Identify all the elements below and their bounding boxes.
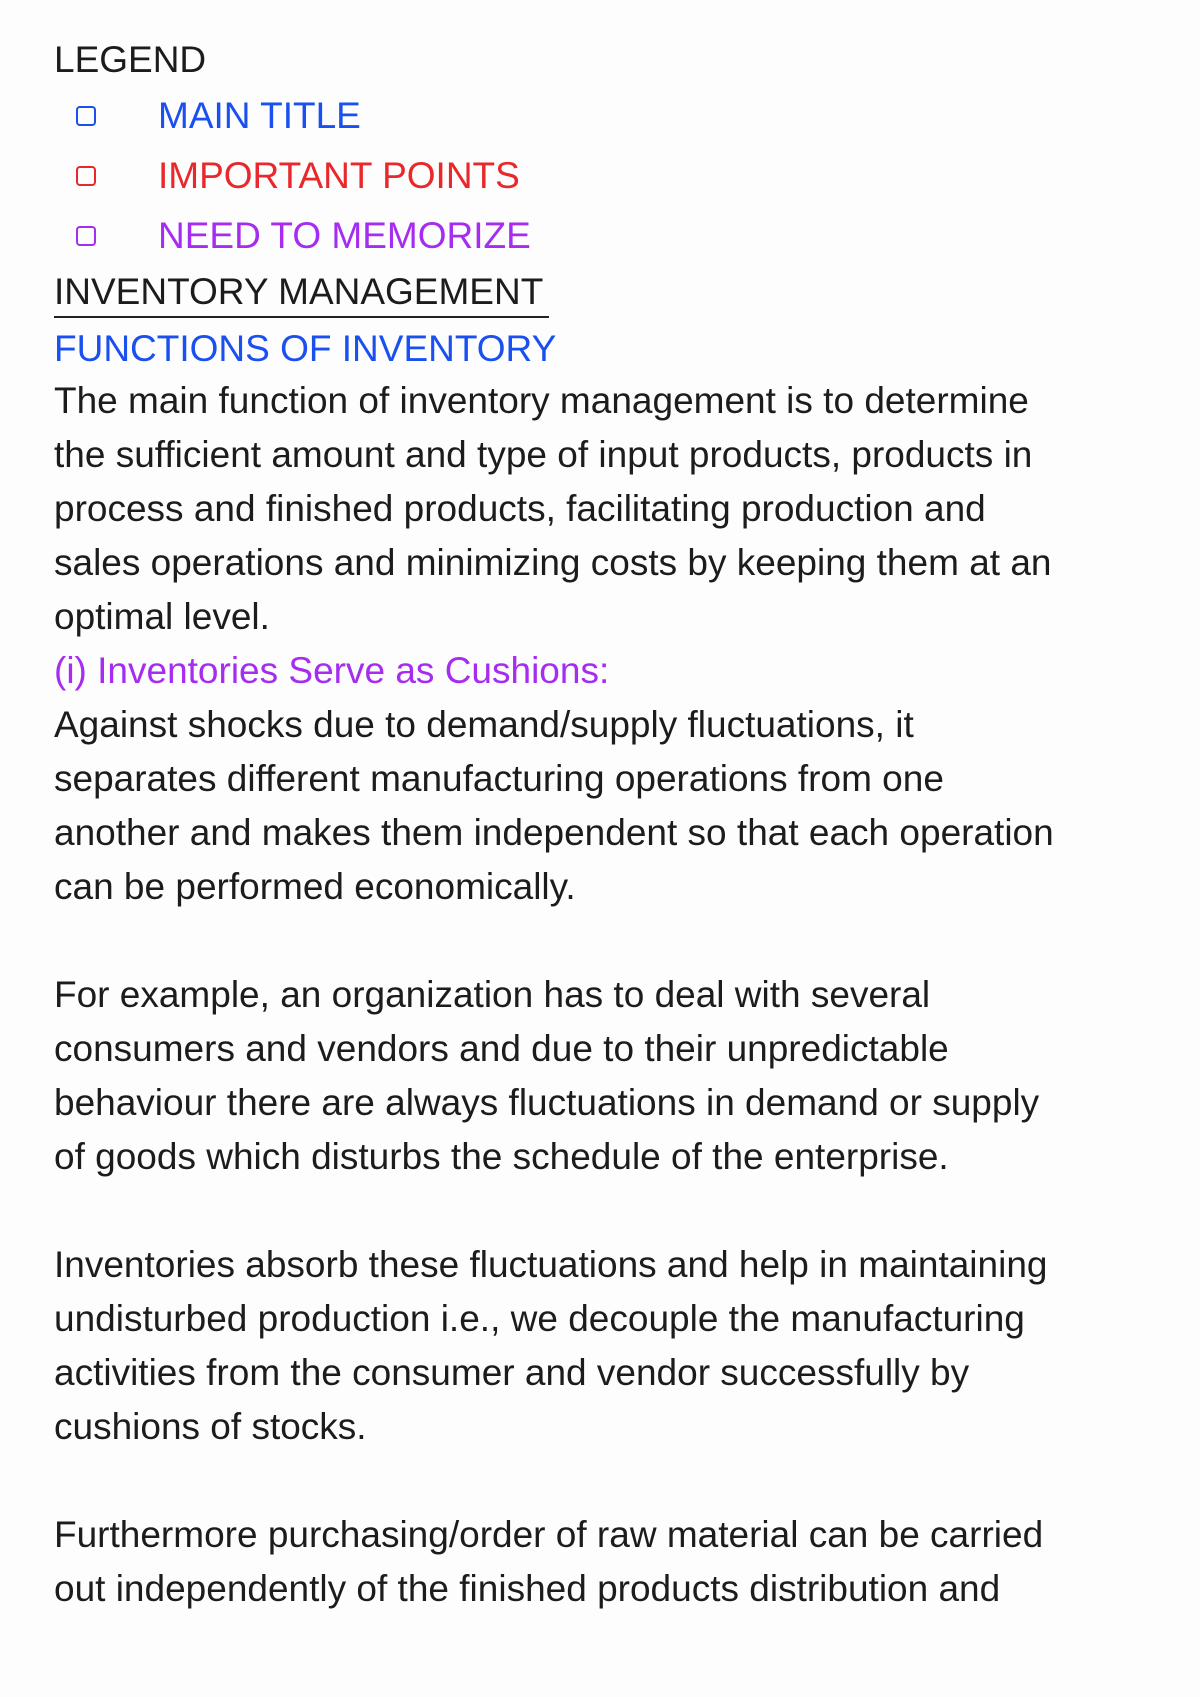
- paragraph-line: process and finished products, facilitating production and: [54, 488, 986, 529]
- paragraph-gap: [54, 1184, 1160, 1238]
- paragraph-gap: [54, 914, 1160, 968]
- square-outline-icon: [76, 166, 96, 186]
- paragraph-line: of goods which disturbs the schedule of the enterprise.: [54, 1136, 949, 1177]
- legend-item-need-to-memorize: [54, 206, 1160, 266]
- legend-label: NEED TO MEMORIZE: [158, 215, 531, 256]
- paragraph-line: Inventories absorb these fluctuations and help in maintaining: [54, 1244, 1048, 1285]
- legend-list: [54, 86, 1160, 266]
- paragraph-line: the sufficient amount and type of input products, products in: [54, 434, 1033, 475]
- subsection-title: (i) Inventories Serve as Cushions:: [54, 650, 610, 691]
- legend-label: MAIN TITLE: [158, 95, 361, 136]
- paragraph-line: another and makes them independent so that each operation: [54, 812, 1054, 853]
- paragraph-line: cushions of stocks.: [54, 1406, 367, 1447]
- paragraph-furthermore: [54, 1508, 1160, 1616]
- paragraph-line: activities from the consumer and vendor successfully by: [54, 1352, 970, 1393]
- paragraph-line: undisturbed production i.e., we decouple the manufacturing: [54, 1298, 1025, 1339]
- paragraph-absorb: [54, 1238, 1160, 1454]
- paragraph-gap: [54, 1454, 1160, 1508]
- intro-paragraph: [54, 374, 1160, 644]
- paragraph-cushions: [54, 698, 1160, 914]
- document-title: INVENTORY MANAGEMENT: [54, 268, 549, 318]
- paragraph-line: sales operations and minimizing costs by keeping them at an: [54, 542, 1052, 583]
- legend-item-important-points: [54, 146, 1160, 206]
- paragraph-line: For example, an organization has to deal with several: [54, 974, 931, 1015]
- square-outline-icon: [76, 106, 96, 126]
- legend-label: IMPORTANT POINTS: [158, 155, 520, 196]
- square-outline-icon: [76, 226, 96, 246]
- legend-title: LEGEND: [54, 39, 207, 80]
- section-title: FUNCTIONS OF INVENTORY: [54, 328, 557, 369]
- paragraph-line: consumers and vendors and due to their unpredictable: [54, 1028, 949, 1069]
- legend-item-main-title: [54, 86, 1160, 146]
- paragraph-line: out independently of the finished products distribution and: [54, 1568, 1001, 1609]
- paragraph-line: optimal level.: [54, 596, 270, 637]
- paragraph-line: The main function of inventory management is to determine: [54, 380, 1029, 421]
- paragraph-line: behaviour there are always fluctuations in demand or supply: [54, 1082, 1040, 1123]
- paragraph-line: separates different manufacturing operations from one: [54, 758, 944, 799]
- paragraph-line: Furthermore purchasing/order of raw material can be carried: [54, 1514, 1044, 1555]
- paragraph-line: can be performed economically.: [54, 866, 576, 907]
- paragraph-example: [54, 968, 1160, 1184]
- paragraph-line: Against shocks due to demand/supply fluctuations, it: [54, 704, 914, 745]
